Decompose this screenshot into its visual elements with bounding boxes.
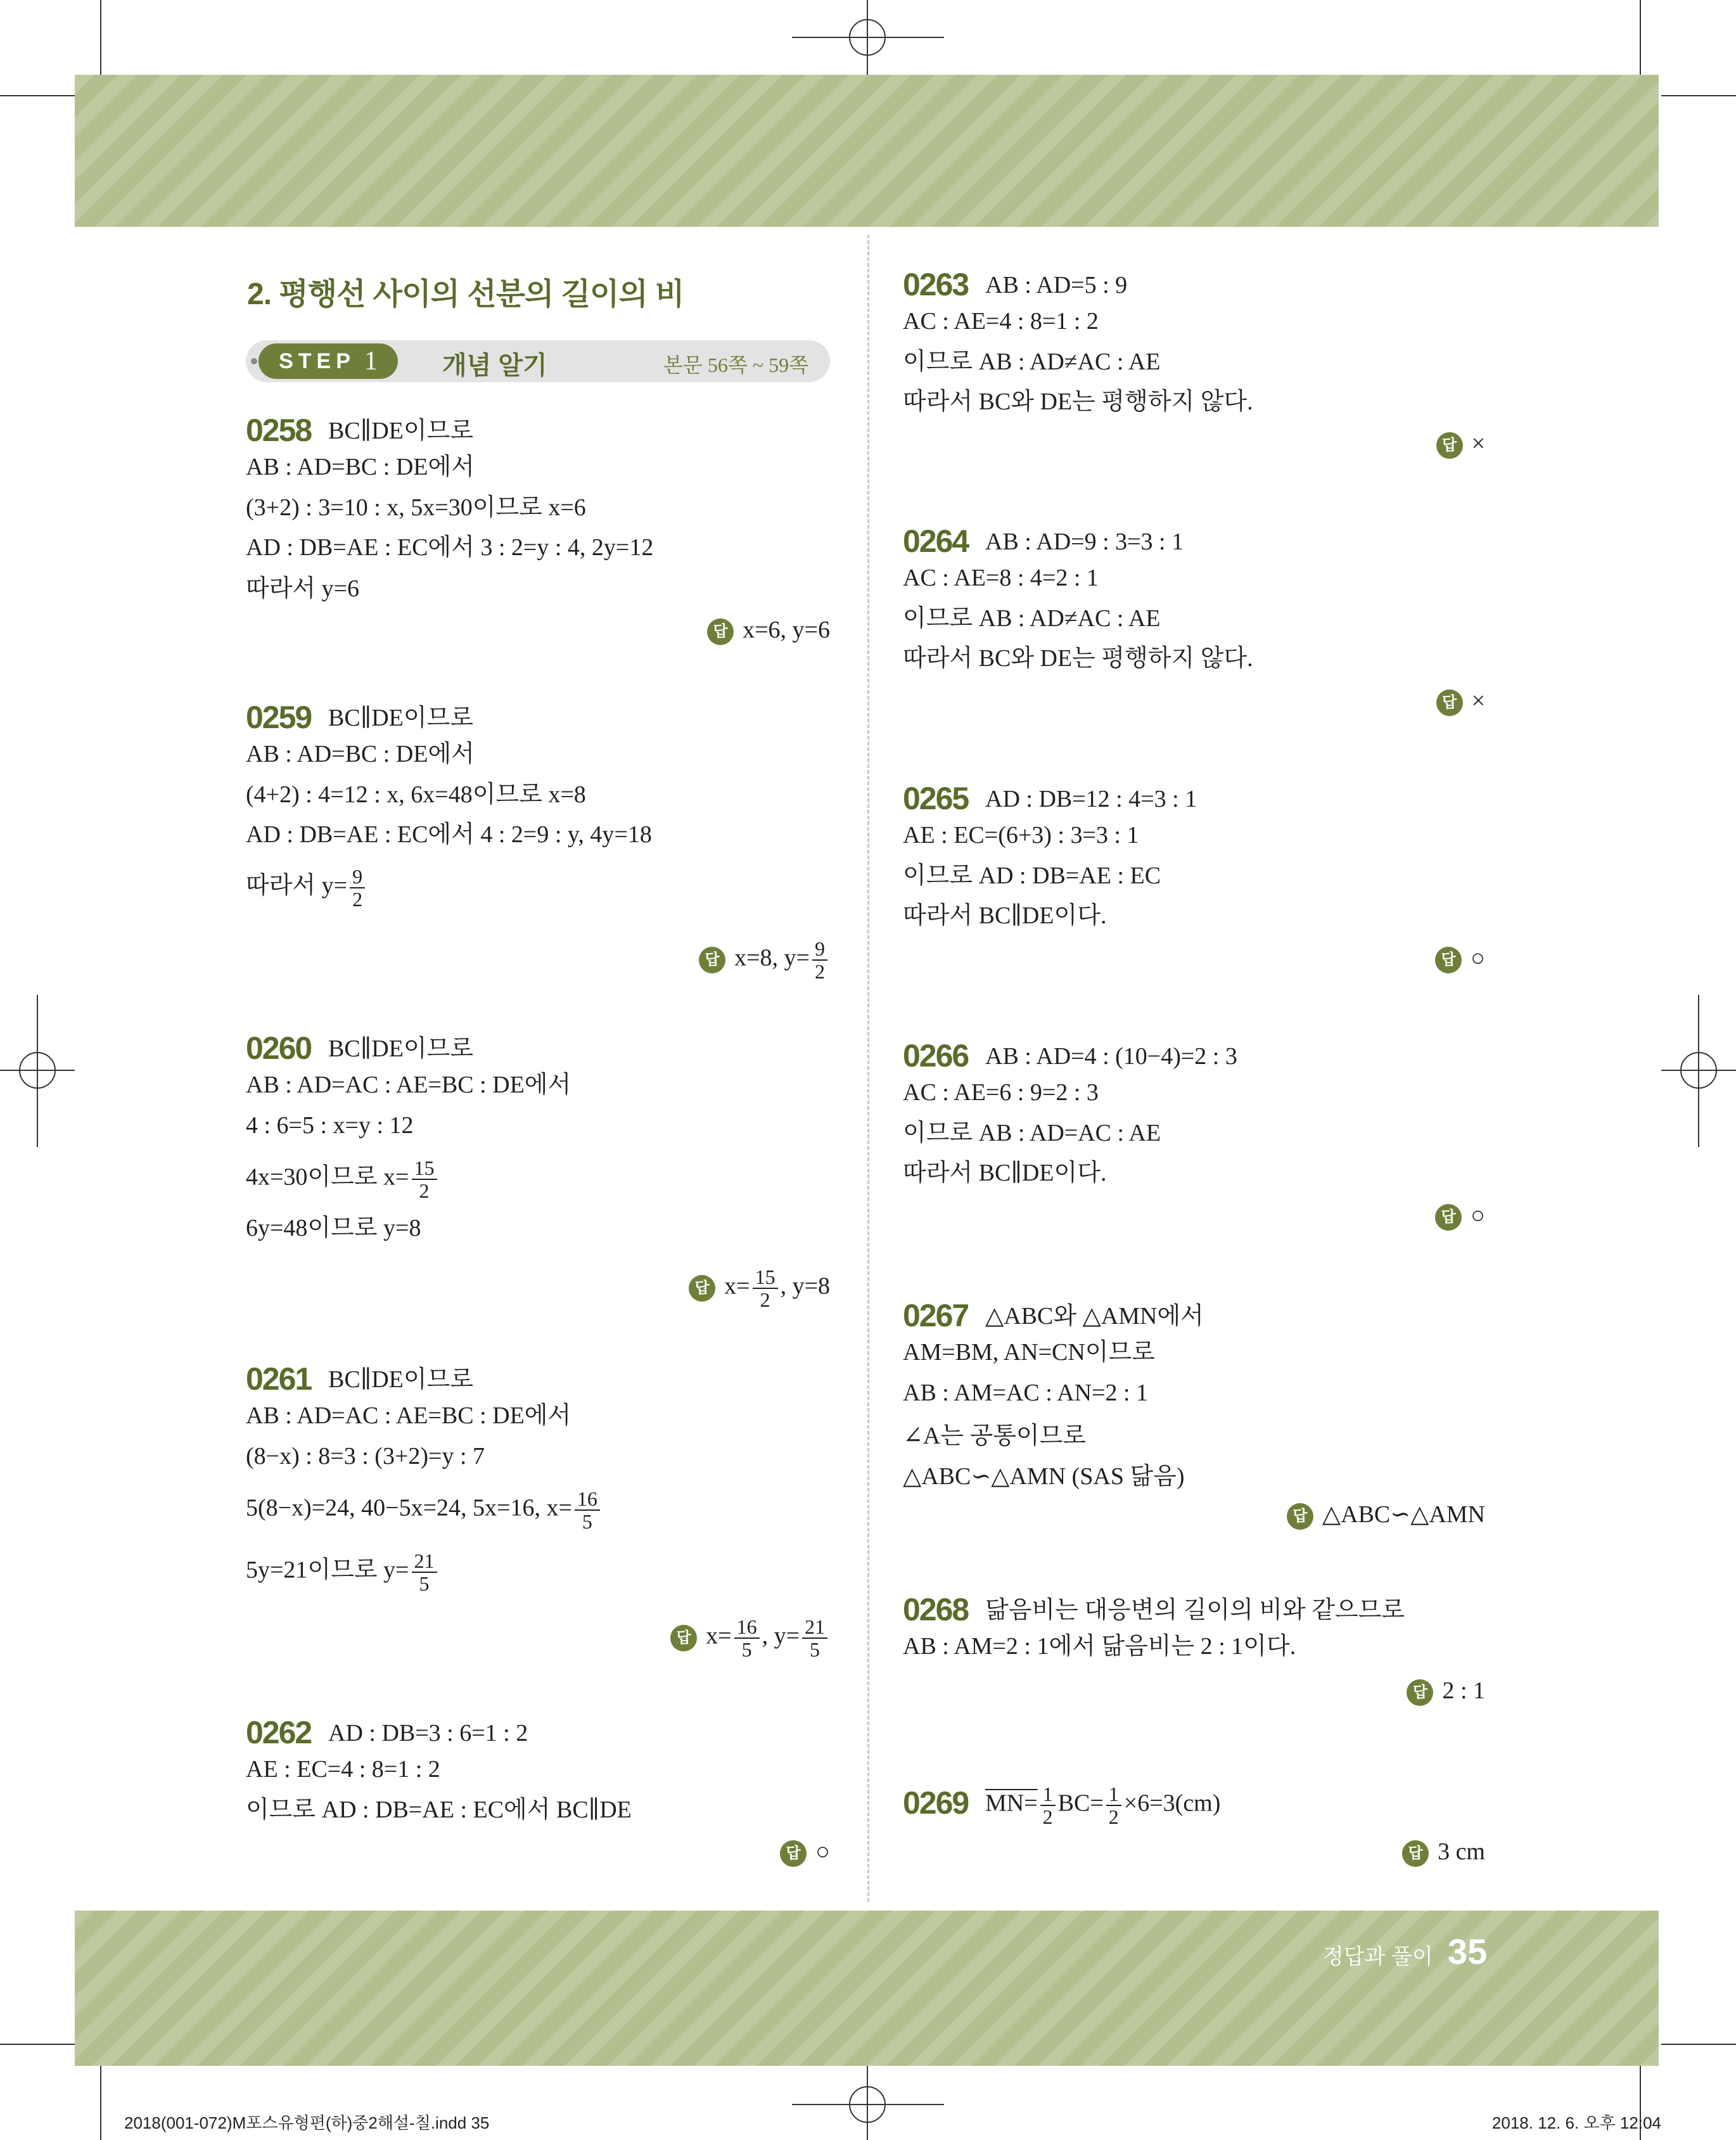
problem-number: 0269 <box>903 1784 969 1821</box>
answer-badge: 답 <box>780 1840 807 1867</box>
answer-badge: 답 <box>689 1275 715 1302</box>
solution-line: 5(8−x)=24, 40−5x=24, 5x=16, x= <box>246 1494 572 1522</box>
problem-number: 0266 <box>903 1038 969 1073</box>
answer-badge: 답 <box>670 1625 697 1651</box>
fraction: $\frac{16}{5}$ <box>575 1488 600 1532</box>
problem-number: 0258 <box>246 413 312 448</box>
solution-line: AC : AE=8 : 4=2 : 1 <box>903 565 1099 591</box>
problem-number: 0263 <box>903 267 969 302</box>
answer-badge: 답 <box>1436 432 1463 459</box>
problem-number: 0264 <box>903 523 969 559</box>
step-pages: 본문 56쪽 ~ 59쪽 <box>663 354 808 376</box>
solution-text: ×6=3(cm) <box>1123 1790 1221 1817</box>
solution-line: AB : AD=AC : AE=BC : DE에서 <box>246 1072 571 1098</box>
fraction: $\frac{21}{5}$ <box>802 1616 827 1660</box>
answer-0259 <box>699 938 830 982</box>
solution-line: AE : EC=(6+3) : 3=3 : 1 <box>903 822 1139 849</box>
answer-text: × <box>1471 430 1485 457</box>
divider-notch-bottom <box>861 1902 875 1911</box>
solution-line: (8−x) : 8=3 : (3+2)=y : 7 <box>246 1443 485 1470</box>
solution-line: AC : AE=4 : 8=1 : 2 <box>903 308 1099 335</box>
divider-notch-top <box>861 227 875 236</box>
solution-line: 이므로 AB : AD≠AC : AE <box>903 349 1161 375</box>
answer-badge: 답 <box>699 947 725 973</box>
answer-text: x=6, y=6 <box>743 617 830 643</box>
solution-line: AB : AM=2 : 1에서 닮음비는 2 : 1이다. <box>903 1633 1296 1660</box>
answer-badge: 답 <box>1407 1679 1433 1706</box>
answer-text: × <box>1471 688 1485 714</box>
answer-text: x= <box>724 1272 750 1300</box>
solution-line: 따라서 BC∥DE이다. <box>903 902 1107 929</box>
answer-text: x= <box>706 1622 732 1650</box>
solution-text: BC= <box>1057 1790 1104 1817</box>
solution-line: 6y=48이므로 y=8 <box>246 1215 421 1241</box>
solution-line: 4x=30이므로 x= <box>246 1163 409 1191</box>
answer-text: △ABC∽△AMN <box>1322 1501 1485 1528</box>
answer-0268 <box>1407 1675 1485 1706</box>
answer-0263 <box>1436 428 1485 459</box>
solution-line: 따라서 BC∥DE이다. <box>903 1160 1107 1186</box>
answer-badge: 답 <box>1435 947 1462 973</box>
solution-line: 닮음비는 대응변의 길이의 비와 같으므로 <box>985 1597 1405 1624</box>
step-bar <box>246 340 830 382</box>
step-dot <box>251 358 257 364</box>
answer-0264 <box>1436 686 1485 716</box>
answer-0261 <box>670 1616 830 1660</box>
solution-line: △ABC와 △AMN에서 <box>985 1303 1204 1329</box>
problem-number: 0262 <box>246 1715 312 1750</box>
solution-line: 따라서 BC와 DE는 평행하지 않다. <box>903 645 1253 672</box>
answer-badge: 답 <box>1435 1204 1462 1231</box>
solution-line: 이므로 AD : DB=AE : EC <box>903 862 1161 889</box>
step-label: STEP <box>279 349 355 373</box>
answer-text: 3 cm <box>1438 1838 1485 1865</box>
solution-line: AD : DB=12 : 4=3 : 1 <box>985 786 1197 812</box>
answer-0258 <box>707 615 830 645</box>
solution-line: 따라서 y=6 <box>246 575 360 602</box>
solution-line: AB : AD=BC : DE에서 <box>246 454 475 480</box>
answer-badge: 답 <box>1436 689 1463 716</box>
fraction: $\frac{15}{2}$ <box>753 1266 778 1310</box>
solution-line: 4 : 6=5 : x=y : 12 <box>246 1112 414 1139</box>
problem-number: 0265 <box>903 781 969 816</box>
answer-0265 <box>1435 943 1485 973</box>
footer-band <box>75 1911 1659 2066</box>
step-pill <box>258 343 398 379</box>
fraction: $\frac{1}{2}$ <box>1040 1783 1056 1828</box>
solution-line: AM=BM, AN=CN이므로 <box>903 1339 1155 1366</box>
step-title: 개념 알기 <box>442 352 547 380</box>
answer-text: , y=8 <box>780 1272 830 1300</box>
answer-0269 <box>1402 1836 1485 1867</box>
solution-line: BC∥DE이므로 <box>328 418 474 444</box>
solution-line: AD : DB=AE : EC에서 4 : 2=9 : y, 4y=18 <box>246 821 652 848</box>
solution-line: AB : AD=9 : 3=3 : 1 <box>985 529 1184 555</box>
solution-line: 이므로 AB : AD=AC : AE <box>903 1120 1161 1146</box>
footer-label: 정답과 풀이 <box>1323 1945 1433 1969</box>
fraction: $\frac{15}{2}$ <box>412 1157 437 1201</box>
solution-line: BC∥DE이므로 <box>328 1366 474 1393</box>
solution-line: AC : AE=6 : 9=2 : 3 <box>903 1079 1099 1106</box>
solution-line: ∠A는 공통이므로 <box>903 1423 1087 1449</box>
solution-line: BC∥DE이므로 <box>328 1035 474 1062</box>
section-title: 2. 평행선 사이의 선분의 길이의 비 <box>247 278 684 311</box>
header-band <box>75 75 1659 227</box>
solution-line: BC∥DE이므로 <box>328 705 474 731</box>
answer-text: ○ <box>1471 945 1485 971</box>
answer-0260 <box>689 1266 830 1310</box>
solution-line: 이므로 AD : DB=AE : EC에서 BC∥DE <box>246 1797 632 1823</box>
solution-line: 이므로 AB : AD≠AC : AE <box>903 605 1161 632</box>
column-divider <box>867 234 869 1907</box>
answer-text: , y= <box>762 1622 800 1650</box>
solution-line: AD : DB=3 : 6=1 : 2 <box>328 1720 528 1746</box>
solution-line: AB : AD=BC : DE에서 <box>246 741 475 767</box>
answer-text: ○ <box>815 1838 830 1865</box>
solution-line: AB : AM=AC : AN=2 : 1 <box>903 1380 1149 1406</box>
slug-date: 2018. 12. 6. 오후 12:04 <box>1491 2113 1661 2132</box>
solution-line: △ABC∽△AMN (SAS 닮음) <box>903 1463 1185 1490</box>
answer-text: ○ <box>1471 1202 1485 1229</box>
solution-line: (4+2) : 4=12 : x, 6x=48이므로 x=8 <box>246 781 586 808</box>
solution-line: AB : AD=AC : AE=BC : DE에서 <box>246 1402 571 1429</box>
answer-0267 <box>1287 1499 1485 1530</box>
answer-0262 <box>780 1836 830 1867</box>
answer-badge: 답 <box>1287 1503 1313 1530</box>
solution-line: 따라서 BC와 DE는 평행하지 않다. <box>903 388 1253 415</box>
page-number: 35 <box>1448 1932 1488 1971</box>
step-number: 1 <box>364 347 378 376</box>
solution-line: (3+2) : 3=10 : x, 5x=30이므로 x=6 <box>246 494 586 521</box>
problem-number: 0261 <box>246 1361 312 1397</box>
fraction: $\frac{16}{5}$ <box>734 1616 760 1660</box>
solution-line: 5y=21이므로 y= <box>246 1556 409 1584</box>
answer-text: x=8, y= <box>734 944 810 971</box>
solution-text: MN= <box>985 1790 1038 1817</box>
answer-badge: 답 <box>707 618 734 645</box>
solution-line: AE : EC=4 : 8=1 : 2 <box>246 1756 440 1783</box>
solution-line: AB : AD=5 : 9 <box>985 272 1128 298</box>
fraction: $\frac{21}{5}$ <box>412 1550 437 1594</box>
slug-file: 2018(001-072)M포스유형편(하)중2해설-칠.indd 35 <box>124 2113 490 2132</box>
problem-number: 0260 <box>246 1030 312 1066</box>
answer-text: 2 : 1 <box>1442 1677 1485 1704</box>
fraction: $\frac{9}{2}$ <box>350 866 365 910</box>
fraction: $\frac{9}{2}$ <box>812 938 827 982</box>
solution-line: 따라서 y= <box>246 872 348 899</box>
problem-number: 0267 <box>903 1298 969 1333</box>
solution-line: AD : DB=AE : EC에서 3 : 2=y : 4, 2y=12 <box>246 534 654 561</box>
answer-0266 <box>1435 1200 1485 1231</box>
fraction: $\frac{1}{2}$ <box>1106 1783 1121 1828</box>
solution-line: AB : AD=4 : (10−4)=2 : 3 <box>985 1043 1237 1070</box>
answer-badge: 답 <box>1402 1840 1429 1867</box>
problem-number: 0259 <box>246 700 312 735</box>
problem-number: 0268 <box>903 1592 969 1627</box>
